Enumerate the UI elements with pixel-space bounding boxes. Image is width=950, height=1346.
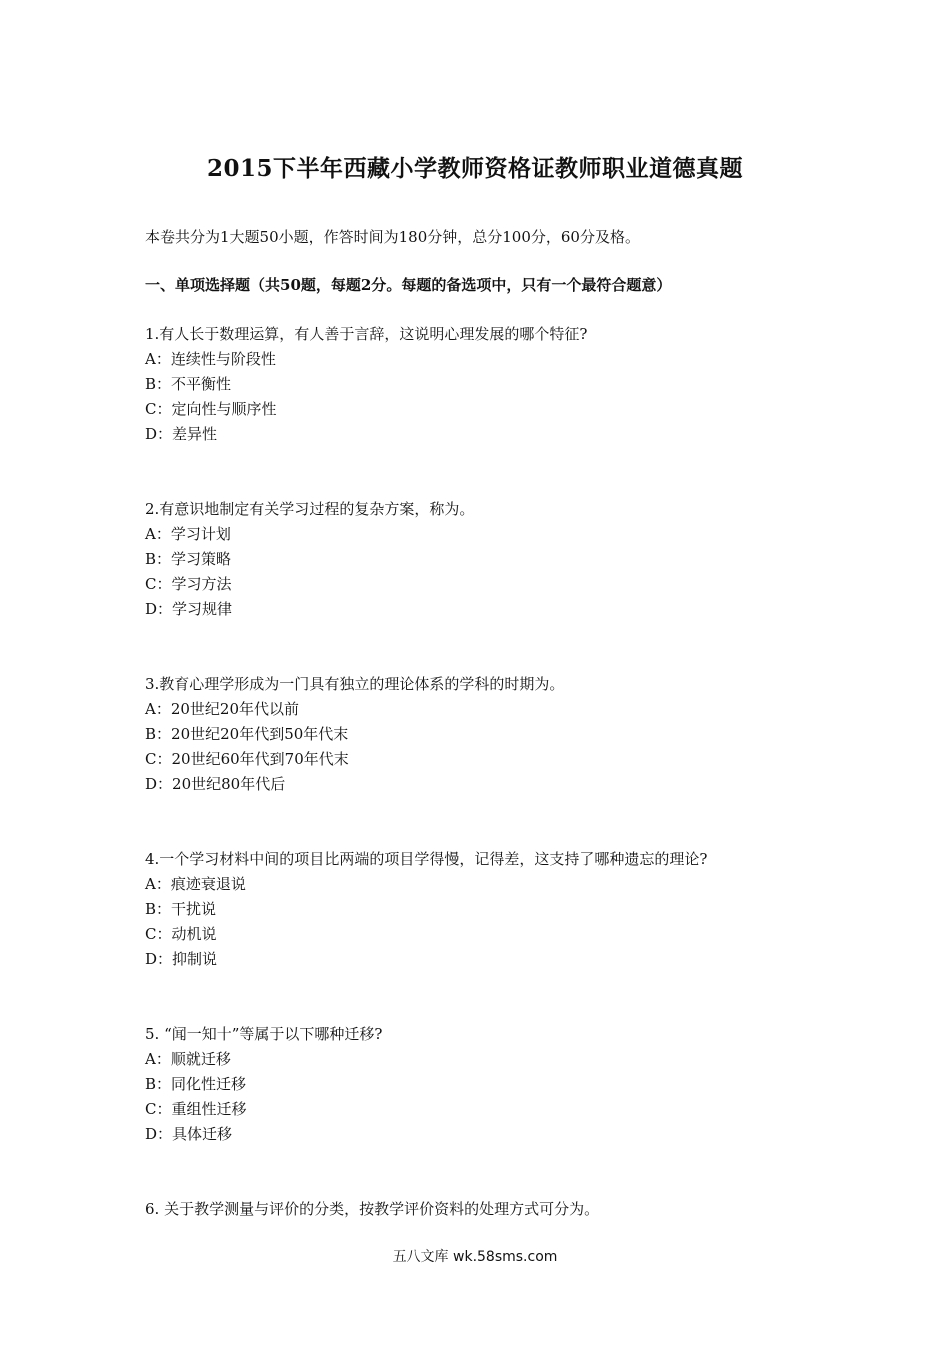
option-a: A：学习计划 xyxy=(145,525,231,543)
option-c: C：学习方法 xyxy=(145,575,232,593)
option-b: B：20世纪20年代到50年代末 xyxy=(145,725,349,743)
option-a: A：连续性与阶段性 xyxy=(145,350,276,368)
option-a: A：顺就迁移 xyxy=(145,1050,231,1068)
option-c: C：重组性迁移 xyxy=(145,1100,247,1118)
option-c: C：定向性与顺序性 xyxy=(145,400,277,418)
question-3 xyxy=(145,672,845,797)
option-d: D：20世纪80年代后 xyxy=(145,775,286,793)
page-footer: 五八文库 wk.58sms.com xyxy=(392,1249,558,1265)
question-text: 2.有意识地制定有关学习过程的复杂方案，称为。 xyxy=(145,500,475,518)
option-c: C：20世纪60年代到70年代末 xyxy=(145,750,349,768)
option-d: D：学习规律 xyxy=(145,600,233,618)
option-a: A：20世纪20年代以前 xyxy=(145,700,300,718)
question-6 xyxy=(145,1197,845,1222)
option-c: C：动机说 xyxy=(145,925,217,943)
section-heading: 一、单项选择题（共50题，每题2分。每题的备选项中，只有一个最符合题意） xyxy=(145,276,672,294)
question-text: 5. “闻一知十”等属于以下哪种迁移? xyxy=(145,1025,383,1043)
question-text: 4.一个学习材料中间的项目比两端的项目学得慢，记得差，这支持了哪种遗忘的理论? xyxy=(145,850,708,868)
question-text: 6. 关于教学测量与评价的分类，按教学评价资料的处理方式可分为。 xyxy=(145,1200,600,1218)
option-b: B：学习策略 xyxy=(145,550,232,568)
question-4 xyxy=(145,847,845,972)
option-b: B：不平衡性 xyxy=(145,375,232,393)
question-2 xyxy=(145,497,845,622)
option-d: D：抑制说 xyxy=(145,950,218,968)
question-text: 3.教育心理学形成为一门具有独立的理论体系的学科的时期为。 xyxy=(145,675,565,693)
option-a: A：痕迹衰退说 xyxy=(145,875,246,893)
question-1 xyxy=(145,322,845,447)
exam-intro: 本卷共分为1大题50小题，作答时间为180分钟，总分100分，60分及格。 xyxy=(145,228,640,246)
question-5 xyxy=(145,1022,845,1147)
question-text: 1.有人长于数理运算，有人善于言辞，这说明心理发展的哪个特征? xyxy=(145,325,588,343)
option-d: D：差异性 xyxy=(145,425,218,443)
page-title: 2015下半年西藏小学教师资格证教师职业道德真题 xyxy=(206,155,743,182)
option-b: B：同化性迁移 xyxy=(145,1075,247,1093)
option-b: B：干扰说 xyxy=(145,900,217,918)
option-d: D：具体迁移 xyxy=(145,1125,233,1143)
